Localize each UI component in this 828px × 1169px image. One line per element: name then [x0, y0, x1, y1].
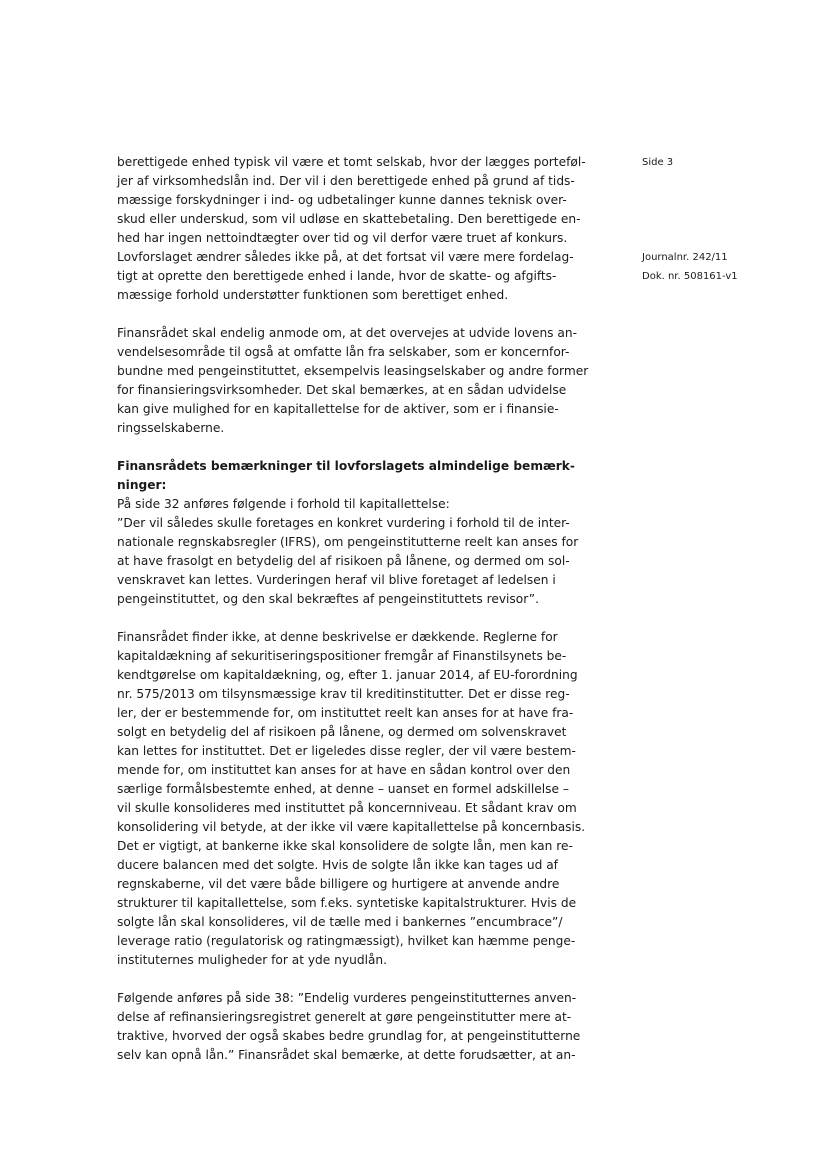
text-line: nationale regnskabsregler (IFRS), om pengeinstitutterne reelt kan anses for — [117, 535, 579, 549]
text-line: Finansrådet skal endelig anmode om, at det overvejes at udvide lovens an- — [117, 326, 577, 340]
text-line: hed har ingen nettoindtægter over tid og vil derfor være truet af konkurs. — [117, 231, 568, 245]
body-text — [117, 153, 607, 1084]
text-line: kan give mulighed for en kapitallettelse for de aktiver, som er i finansie- — [117, 402, 559, 416]
text-line: nr. 575/2013 om tilsynsmæssige krav til kreditinstitutter. Det er disse reg- — [117, 687, 570, 701]
paragraph — [117, 628, 607, 970]
text-line: konsolidering vil betyde, at der ikke vil være kapitallettelse på koncernbasis. — [117, 820, 586, 834]
paragraph — [117, 153, 607, 305]
text-line: ducere balancen med det solgte. Hvis de solgte lån ikke kan tages ud af — [117, 858, 558, 872]
text-line: bundne med pengeinstituttet, eksempelvis leasingselskaber og andre former — [117, 364, 589, 378]
text-line: leverage ratio (regulatorisk og ratingmæssigt), hvilket kan hæmme penge- — [117, 934, 576, 948]
text-line: for finansieringsvirksomheder. Det skal bemærkes, at en sådan udvidelse — [117, 383, 567, 397]
paragraph — [117, 324, 607, 438]
text-line: ”Der vil således skulle foretages en konkret vurdering i forhold til de inter- — [117, 516, 570, 530]
section-heading — [117, 457, 607, 495]
text-line: Det er vigtigt, at bankerne ikke skal konsolidere de solgte lån, men kan re- — [117, 839, 573, 853]
text-line: pengeinstituttet, og den skal bekræftes af pengeinstituttets revisor”. — [117, 592, 539, 606]
text-line: solgt en betydelig del af risikoen på lånene, og dermed om solvenskravet — [117, 725, 567, 739]
text-line: skud eller underskud, som vil udløse en skattebetaling. Den berettigede en- — [117, 212, 581, 226]
text-line: mæssige forhold understøtter funktionen som berettiget enhed. — [117, 288, 509, 302]
text-line: solgte lån skal konsolideres, vil de tælle med i bankernes ”encumbrace”/ — [117, 915, 563, 929]
page-number: Side 3 — [642, 157, 674, 168]
document-number: Dok. nr. 508161-v1 — [642, 271, 738, 282]
text-line: berettigede enhed typisk vil være et tomt selskab, hvor der lægges porteføl- — [117, 155, 586, 169]
text-line: tigt at oprette den berettigede enhed i lande, hvor de skatte- og afgifts- — [117, 269, 557, 283]
text-line: Følgende anføres på side 38: ”Endelig vurderes pengeinstitutternes anven- — [117, 991, 577, 1005]
heading-line: Finansrådets bemærkninger til lovforslagets almindelige bemærk- — [117, 459, 575, 473]
text-line: ringsselskaberne. — [117, 421, 225, 435]
text-line: jer af virksomhedslån ind. Der vil i den berettigede enhed på grund af tids- — [117, 174, 575, 188]
text-line: kendtgørelse om kapitaldækning, og, efter 1. januar 2014, af EU-forordning — [117, 668, 578, 682]
text-line: kapitaldækning af sekuritiseringspositioner fremgår af Finanstilsynets be- — [117, 649, 567, 663]
text-line: regnskaberne, vil det være både billigere og hurtigere at anvende andre — [117, 877, 560, 891]
text-line: vendelsesområde til også at omfatte lån fra selskaber, som er koncernfor- — [117, 345, 570, 359]
text-line: at have frasolgt en betydelig del af risikoen på lånene, og dermed om sol- — [117, 554, 570, 568]
text-line: mæssige forskydninger i ind- og udbetalinger kunne dannes teknisk over- — [117, 193, 567, 207]
text-line: strukturer til kapitallettelse, som f.eks. syntetiske kapitalstrukturer. Hvis de — [117, 896, 577, 910]
text-line: instituternes muligheder for at yde nyudlån. — [117, 953, 388, 967]
text-line: Lovforslaget ændrer således ikke på, at det fortsat vil være mere fordelag- — [117, 250, 574, 264]
text-line: mende for, om instituttet kan anses for at have en sådan kontrol over den — [117, 763, 571, 777]
text-line: kan lettes for instituttet. Det er ligeledes disse regler, der vil være bestem- — [117, 744, 576, 758]
text-line: delse af refinansieringsregistret generelt at gøre pengeinstitutter mere at- — [117, 1010, 572, 1024]
text-line: ler, der er bestemmende for, om instituttet reelt kan anses for at have fra- — [117, 706, 574, 720]
text-line: vil skulle konsolideres med instituttet på koncernniveau. Et sådant krav om — [117, 801, 577, 815]
text-line: På side 32 anføres følgende i forhold til kapitallettelse: — [117, 497, 450, 511]
text-line: selv kan opnå lån.” Finansrådet skal bemærke, at dette forudsætter, at an- — [117, 1048, 576, 1062]
text-line: Finansrådet finder ikke, at denne beskrivelse er dækkende. Reglerne for — [117, 630, 558, 644]
paragraph — [117, 457, 607, 609]
journal-number: Journalnr. 242/11 — [642, 252, 728, 263]
paragraph — [117, 989, 607, 1065]
heading-line: ninger: — [117, 478, 167, 492]
text-line: særlige formålsbestemte enhed, at denne – uanset en formel adskillelse – — [117, 782, 569, 796]
text-line: venskravet kan lettes. Vurderingen heraf vil blive foretaget af ledelsen i — [117, 573, 556, 587]
text-line: traktive, hvorved der også skabes bedre grundlag for, at pengeinstitutterne — [117, 1029, 581, 1043]
